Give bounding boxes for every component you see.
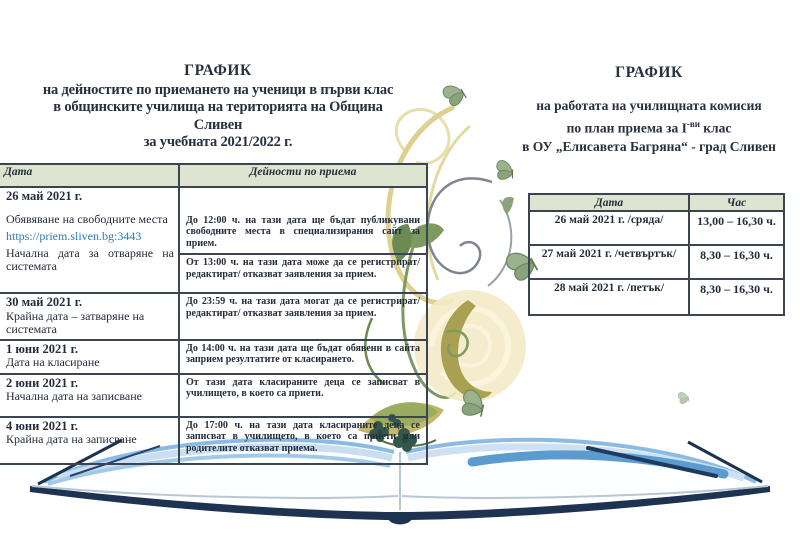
date-value: 26 май 2021 г. bbox=[6, 189, 83, 203]
activity-cell: До 23:59 ч. на тази дата могат да се регистрират/редактират/ отказват заявления за прием. bbox=[179, 293, 427, 340]
date-note: Начална дата за отваряне на системата bbox=[6, 245, 174, 273]
right-title-line: ГРАФИК bbox=[615, 64, 683, 81]
date-value: 2 юни 2021 г. bbox=[6, 375, 78, 390]
right-title-line: в ОУ „Елисавета Багряна“ - град Сливен bbox=[522, 138, 776, 154]
column-header-activities: Дейности по приема bbox=[179, 164, 427, 187]
left-schedule-title bbox=[0, 62, 436, 152]
table-row bbox=[529, 211, 784, 245]
date-note: Дата на класиране bbox=[6, 355, 100, 369]
commission-hours-table bbox=[528, 193, 785, 316]
column-header-date: Дата bbox=[529, 194, 689, 211]
left-title-line: в общинските училища на територията на Община bbox=[53, 99, 383, 115]
date-cell bbox=[0, 417, 179, 464]
time-cell: 13,00 – 16,30 ч. bbox=[689, 211, 784, 245]
activity-cell: От 13:00 ч. на тази дата може да се регистрират/редактират/ отказват заявления за прием. bbox=[179, 254, 427, 293]
title-text: клас bbox=[699, 120, 732, 136]
left-title-line: за учебната 2021/2022 г. bbox=[143, 134, 293, 150]
date-cell: 27 май 2021 г. /четвъртък/ bbox=[529, 245, 689, 279]
title-text: по план приема за I bbox=[566, 120, 687, 136]
date-note: Крайна дата – затваряне на системата bbox=[6, 308, 145, 336]
time-cell: 8,30 – 16,30 ч. bbox=[689, 245, 784, 279]
date-note: Обявяване на свободните места bbox=[6, 211, 168, 226]
date-note: Крайна дата на записване bbox=[6, 432, 137, 446]
table-header-row bbox=[0, 164, 427, 187]
column-header-date: Дата bbox=[0, 164, 179, 187]
table-row bbox=[0, 187, 427, 254]
activity-cell: До 17:00 ч. на тази дата класираните деца се записват в училището, в което са приети или родителите отказват приема. bbox=[179, 417, 427, 464]
date-note: Начална дата на записване bbox=[6, 389, 142, 403]
activity-cell: От тази дата класираните деца се записват в училището, в което са приети. bbox=[179, 374, 427, 417]
date-value: 30 май 2021 г. bbox=[6, 295, 83, 309]
activity-cell: До 14:00 ч. на тази дата ще бъдат обявени в сайта заприем резултатите от класирането. bbox=[179, 340, 427, 374]
right-title-line bbox=[498, 115, 800, 138]
date-cell bbox=[0, 293, 179, 340]
right-schedule-title bbox=[498, 64, 800, 156]
date-cell: 26 май 2021 г. /сряда/ bbox=[529, 211, 689, 245]
date-value: 4 юни 2021 г. bbox=[6, 418, 78, 433]
table-row bbox=[0, 417, 427, 464]
left-title-line: на дейностите по приемането на ученици в първи клас bbox=[42, 81, 394, 98]
title-superscript: -ви bbox=[686, 119, 700, 129]
table-header-row bbox=[529, 194, 784, 211]
table-row bbox=[529, 279, 784, 315]
left-title-line: ГРАФИК bbox=[184, 62, 252, 79]
date-value: 1 юни 2021 г. bbox=[6, 341, 78, 356]
table-row bbox=[0, 293, 427, 340]
right-title-line: на работата на училищната комисия bbox=[536, 98, 762, 113]
admission-activities-table bbox=[0, 163, 428, 465]
table-row bbox=[529, 245, 784, 279]
date-cell bbox=[0, 340, 179, 374]
activity-cell: До 12:00 ч. на тази дата ще бъдат публикувани свободните места в специализирания сайт за прием. bbox=[179, 187, 427, 254]
priem-link[interactable]: https://priem.sliven.bg:3443 bbox=[6, 229, 142, 243]
left-title-line: Сливен bbox=[193, 116, 243, 133]
column-header-time: Час bbox=[689, 194, 784, 211]
table-row bbox=[0, 340, 427, 374]
date-cell bbox=[0, 374, 179, 417]
date-cell bbox=[0, 187, 179, 293]
date-cell: 28 май 2021 г. /петък/ bbox=[529, 279, 689, 315]
table-row bbox=[0, 374, 427, 417]
time-cell: 8,30 – 16,30 ч. bbox=[689, 279, 784, 315]
